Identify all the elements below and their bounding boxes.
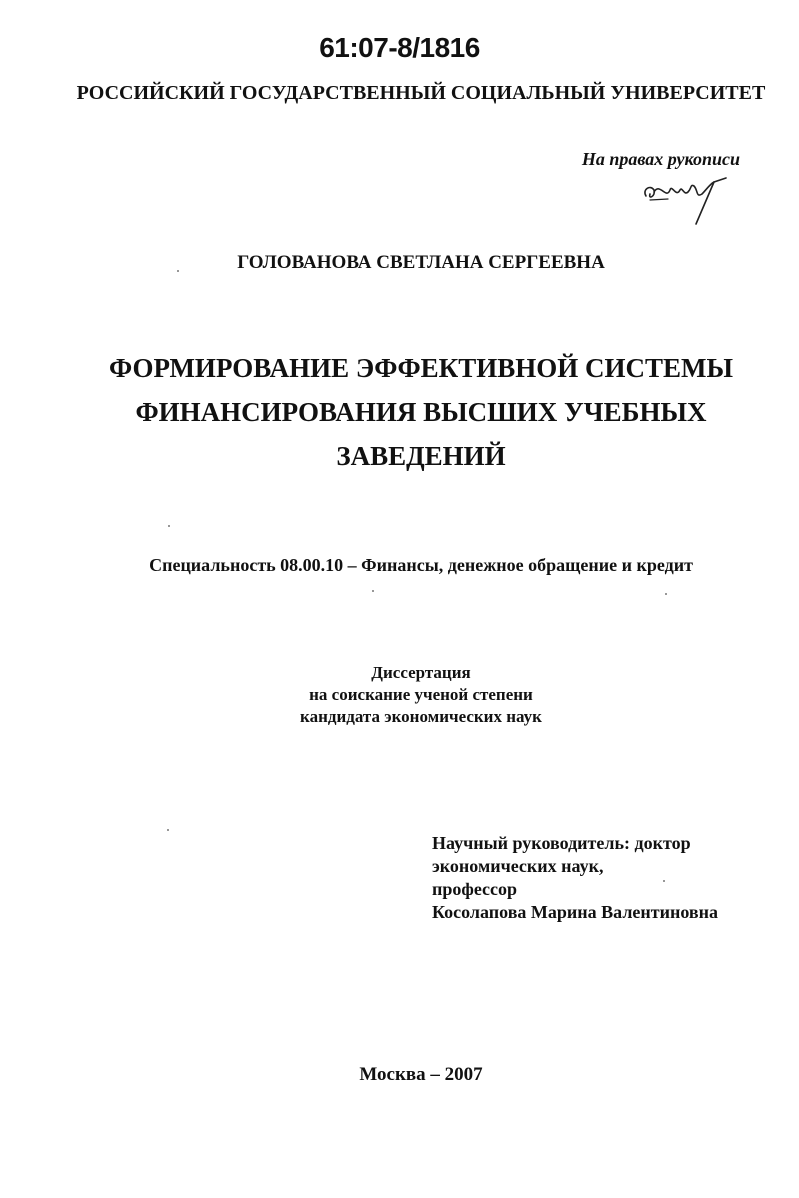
degree-line: кандидата экономических наук [300,707,542,726]
advisor-line: профессор [432,879,518,899]
advisor-line: экономических наук, [432,856,604,876]
title-line: ЗАВЕДЕНИЙ [336,441,506,471]
degree-line: Диссертация [371,663,471,682]
advisor-block [432,832,718,924]
university-name: РОССИЙСКИЙ ГОСУДАРСТВЕННЫЙ СОЦИАЛЬНЫЙ УНИВЕРСИТЕТ [76,82,766,104]
scan-speck [167,829,169,831]
title-line: ФОРМИРОВАНИЕ ЭФФЕКТИВНОЙ СИСТЕМЫ [108,353,734,383]
advisor-line: Косолапова Марина Валентиновна [432,902,719,922]
author-name: ГОЛОВАНОВА СВЕТЛАНА СЕРГЕЕВНА [237,252,605,273]
dissertation-title [0,346,799,478]
degree-block [0,662,799,728]
scan-speck [168,525,170,527]
specialty-line: Специальность 08.00.10 – Финансы, денежное обращение и кредит [149,555,693,575]
scan-speck [665,593,667,595]
document-code: 61:07-8/1816 [319,32,480,63]
scan-speck [177,270,179,272]
advisor-line: Научный руководитель: доктор [432,833,691,853]
scan-speck [372,590,374,592]
signature-icon [640,170,730,230]
scan-speck [663,880,665,882]
title-line: ФИНАНСИРОВАНИЯ ВЫСШИХ УЧЕБНЫХ [135,397,707,427]
manuscript-rights-note: На правах рукописи [581,149,740,169]
degree-line: на соискание ученой степени [309,685,533,704]
city-year: Москва – 2007 [359,1064,483,1085]
